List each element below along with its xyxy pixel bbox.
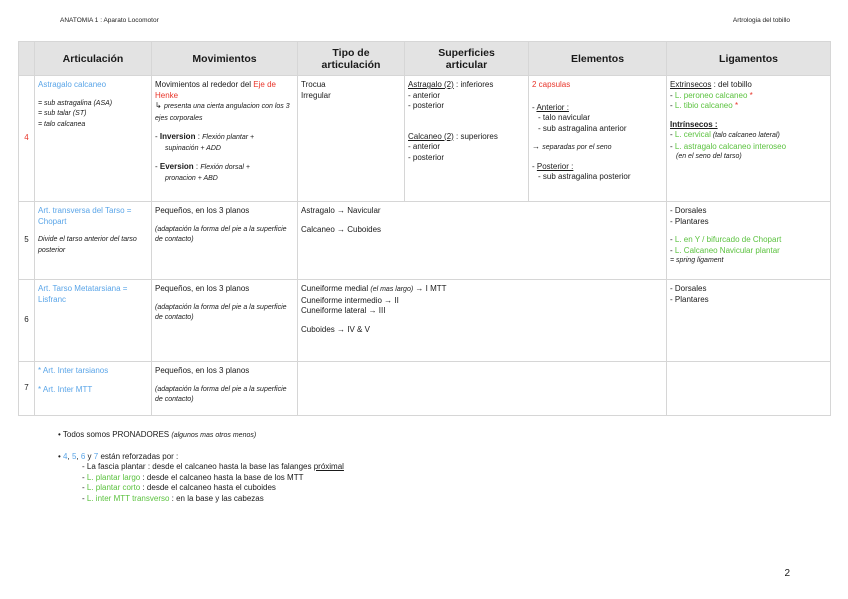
cell-empty: [298, 362, 667, 416]
notes-section: [58, 430, 344, 504]
note-fascia: - La fascia plantar : desde el calcaneo hasta la base las falanges próximal: [82, 462, 344, 471]
page-number: 2: [784, 568, 790, 579]
articulation-table: [18, 41, 831, 416]
cell-articulacion: * Art. Inter tarsianos * Art. Inter MTT: [35, 362, 152, 416]
table-row: [19, 280, 831, 362]
cell-articulacion: Art. Tarso Metatarsiana = Lisfranc: [35, 280, 152, 362]
col-header-articulacion: Articulación: [35, 42, 152, 76]
col-header-movimientos: Movimientos: [152, 42, 298, 76]
cell-movimientos: Movimientos al rededor del Eje de Henke ↳ presenta una cierta angulacion con los 3 ejes corporales - Inversion : Flexión plantar + supinación + ADD - Eversion : Flexión dorsal + pronacion + ABD: [152, 76, 298, 202]
cell-movimientos: Pequeños, en los 3 planos (adaptación la forma del pie a la superficie de contacto): [152, 202, 298, 280]
cell-articulacion: Art. transversa del Tarso = Chopart Divide el tarso anterior del tarso posterior: [35, 202, 152, 280]
cell-empty: [667, 362, 831, 416]
row-number: 6: [19, 280, 35, 362]
cell-superficies: Astragalo → Navicular Calcaneo → Cuboides: [298, 202, 667, 280]
cell-superficies: Cuneiforme medial (el mas largo) → I MTT Cuneiforme intermedio → II Cuneiforme lateral → III Cuboides → IV & V: [298, 280, 667, 362]
cell-superficies: Astragalo (2) : inferiores - anterior - posterior Calcaneo (2) : superiores - anterior - posterior: [405, 76, 529, 202]
cell-ligamentos: - Dorsales - Plantares: [667, 280, 831, 362]
doc-header-right: Artrologia del tobillo: [732, 17, 790, 24]
cell-articulacion: Astragalo calcaneo = sub astragalina (ASA) = sub talar (ST) = talo calcanea: [35, 76, 152, 202]
cell-ligamentos: Extrinsecos : del tobillo - L. peroneo calcaneo * - L. tibio calcaneo * Intrínsecos : - L. cervical (talo calcaneo lateral) - L. astragalo calcaneo interoseo (en el seno del tarso): [667, 76, 831, 202]
note-plantar-corto: - L. plantar corto : desde el calcaneo hasta el cuboides: [82, 483, 276, 492]
cell-ligamentos: - Dorsales - Plantares - L. en Y / bifurcado de Chopart - L. Calcaneo Navicular plantar = spring ligament: [667, 202, 831, 280]
col-header-tipo: Tipo de articulación: [298, 42, 405, 76]
eje-henke: Eje de Henke: [155, 80, 276, 100]
table-header-row: [19, 42, 831, 76]
table-row: [19, 76, 831, 202]
row-number: 4: [19, 76, 35, 202]
col-header-num: [19, 42, 35, 76]
note-pronadores: • Todos somos PRONADORES (algunos mas otros menos): [58, 430, 257, 439]
note-plantar-largo: - L. plantar largo : desde el calcaneo hasta la base de los MTT: [82, 472, 304, 482]
table-row: [19, 362, 831, 416]
col-header-ligamentos: Ligamentos: [667, 42, 831, 76]
note-inter-mtt: - L. inter MTT transverso : en la base y las cabezas: [82, 493, 264, 503]
note-refuerzo: • 4, 5, 6 y 7 están reforzadas por :: [58, 451, 179, 461]
cell-elementos: 2 capsulas - Anterior : - talo navicular - sub astragalina anterior → separadas por el seno - Posterior : - sub astragalina posterior: [529, 76, 667, 202]
cell-movimientos: Pequeños, en los 3 planos (adaptación la forma del pie a la superficie de contacto): [152, 280, 298, 362]
row-number: 7: [19, 362, 35, 416]
col-header-superficies: Superficies articular: [405, 42, 529, 76]
row-number: 5: [19, 202, 35, 280]
cell-tipo: Trocua Irregular: [298, 76, 405, 202]
col-header-elementos: Elementos: [529, 42, 667, 76]
doc-header-left: ANATOMIA 1 : Aparato Locomotor: [60, 17, 159, 24]
table-row: [19, 202, 831, 280]
cell-movimientos: Pequeños, en los 3 planos (adaptación la forma del pie a la superficie de contacto): [152, 362, 298, 416]
